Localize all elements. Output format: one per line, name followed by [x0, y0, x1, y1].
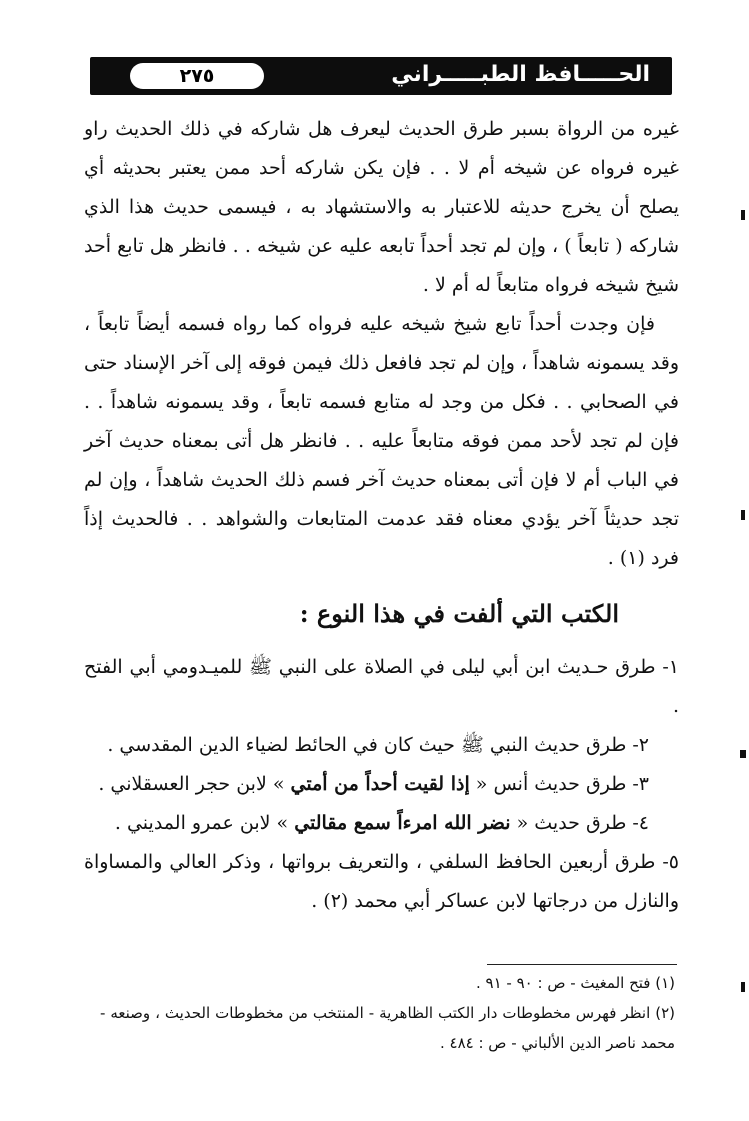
list-item: ٥- طرق أربعين الحافظ السلفي ، والتعريف برواتها ، وذكر العالي والمساواة والنازل من درجاتها لابن عساكر أبي محمد (٢) .	[84, 851, 679, 912]
hadith-title: نضر الله امرءاً سمع مقالتي	[294, 812, 511, 834]
item-prefix: ٤- طرق حديث «	[510, 812, 649, 834]
margin-mark	[741, 982, 745, 992]
list-item	[84, 804, 649, 843]
paragraph: غيره من الرواة بسبر طرق الحديث ليعرف هل شاركه في ذلك الحديث راو غيره فرواه عن شيخه أم لا . . فإن يكن شاركه أحد ممن يعتبر بحديثه أي يصلح أن يخرج حديثه للاعتبار به والاستشهاد به ، فيسمى حديث هذا الذي شاركه ( تابعاً ) ، وإن لم تجد أحداً تابعه عليه عن شيخه . . فانظر هل تابع أحد شيخ شيخه فرواه متابعاً له أم لا .	[84, 118, 679, 296]
page-number: ٢٧٥	[130, 63, 264, 89]
page-header	[90, 57, 672, 95]
footnote: (٢) انظر فهرس مخطوطات دار الكتب الظاهرية - المنتخب من مخطوطات الحديث ، وصنعه - محمد ناصر الدين الألباني - ص : ٤٨٤ .	[100, 1004, 675, 1052]
footnote: (١) فتح المغيث - ص : ٩٠ - ٩١ .	[475, 974, 675, 992]
list-item	[84, 765, 649, 804]
hadith-title: إذا لقيت أحداً من أمتي	[290, 773, 470, 795]
margin-mark	[741, 210, 745, 220]
margin-mark	[741, 510, 745, 520]
paragraph: فإن وجدت أحداً تابع شيخ شيخه عليه فرواه كما رواه فسمه أيضاً تابعاً ، وقد يسمونه شاهداً ، وإن لم تجد فافعل ذلك فيمن فوقه إلى آخر الإسناد حتى في الصحابي . . فكل من وجد له متابع فسمه تابعاً ، وقد يسمونه شاهداً . . فإن لم تجد لأحد ممن فوقه متابعاً عليه . . فانظر هل أتى بمعناه حديث آخر في الباب أم لا فإن أتى بمعناه حديث آخر فسم ذلك الحديث شاهداً ، وإن لم تجد حديثاً آخر يؤدي معناه فقد عدمت المتابعات والشواهد . . فالحديث إذاً فرد (١) .	[84, 313, 679, 569]
footnotes	[100, 968, 675, 1058]
item-prefix: ٣- طرق حديث أنس «	[469, 773, 649, 795]
margin-mark	[740, 750, 746, 758]
section-heading: الكتب التي ألفت في هذا النوع :	[299, 599, 619, 628]
item-suffix: » لابن حجر العسقلاني .	[98, 773, 291, 795]
footnote-divider	[487, 964, 677, 965]
list-item: ٢- طرق حديث النبي ﷺ حيث كان في الحائط لضياء الدين المقدسي .	[107, 734, 649, 756]
running-title: الحـــــافظ الطبـــــراني	[391, 62, 650, 87]
item-suffix: » لابن عمرو المديني .	[114, 812, 295, 834]
page-body	[84, 110, 679, 921]
list-item: ١- طرق حـديث ابن أبي ليلى في الصلاة على النبي ﷺ للميـدومي أبي الفتح .	[84, 656, 679, 717]
